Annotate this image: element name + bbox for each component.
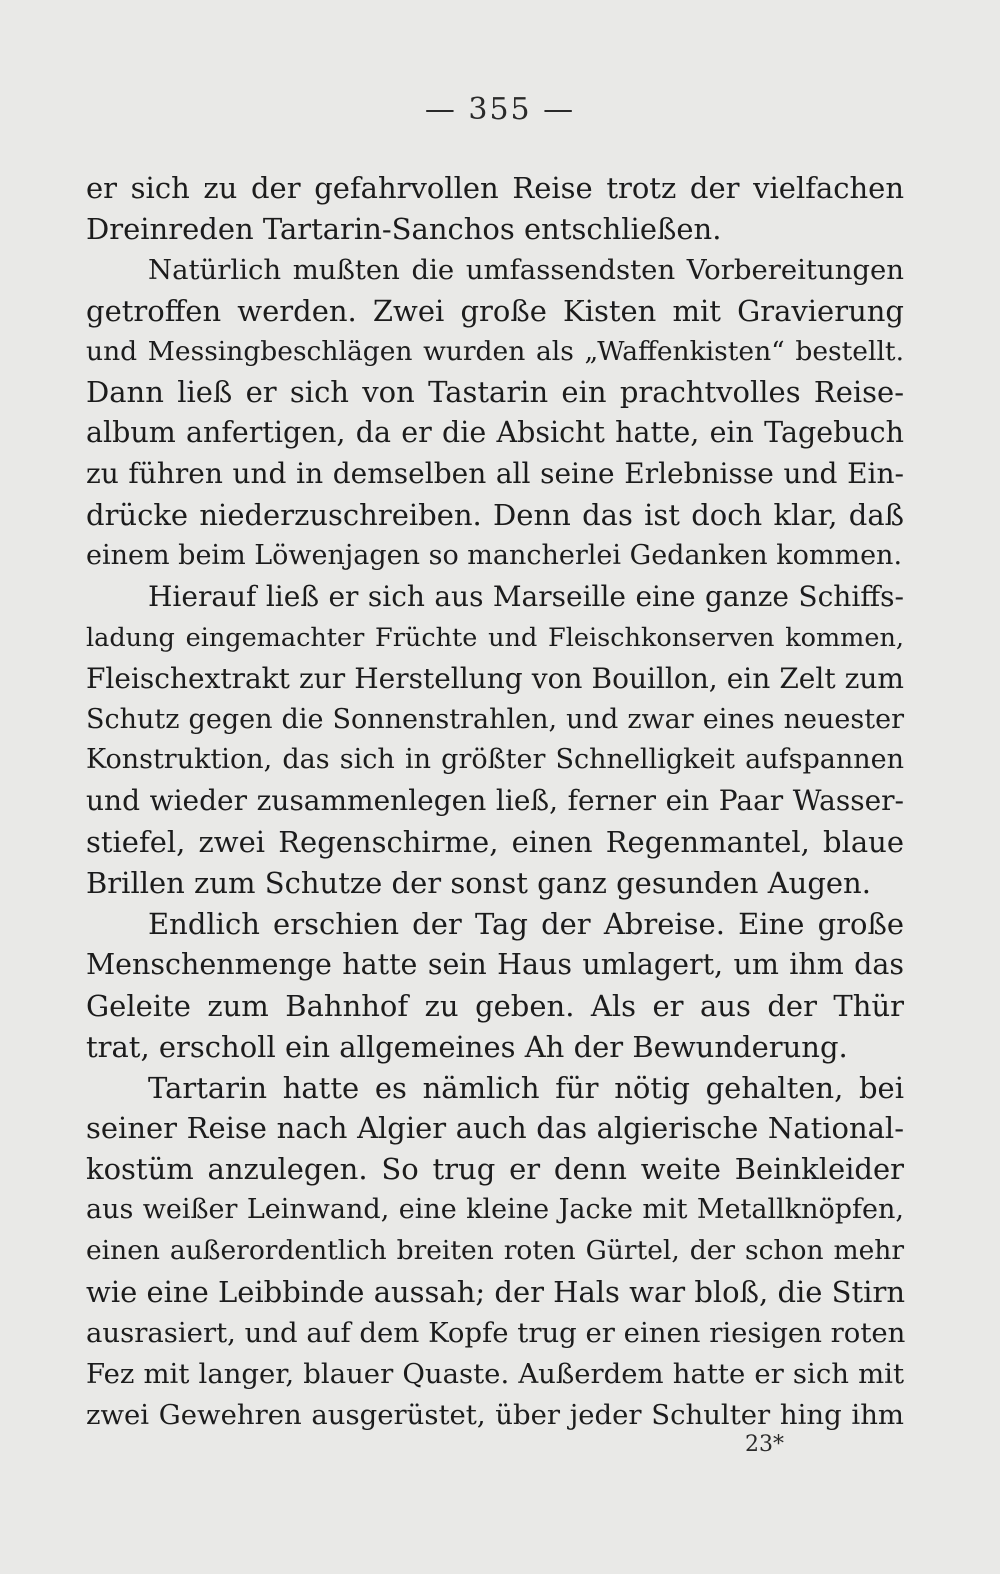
text-line: Konstruktion, das sich in größter Schnelligkeit aufspannen (86, 744, 904, 776)
page-number-header: — 355 — (424, 92, 576, 127)
text-line: Geleite zum Bahnhof zu geben. Als er aus der Thür (86, 988, 904, 1023)
text-line: und wieder zusammenlegen ließ, ferner ein Paar Wasser- (86, 784, 904, 818)
text-line: getroffen werden. Zwei große Kisten mit Gravierung (86, 293, 904, 328)
text-line: Hierauf ließ er sich aus Marseille eine ganze Schiffs- (148, 579, 904, 613)
text-line: drücke niederzuschreiben. Denn das ist doch klar, daß (86, 498, 904, 533)
text-line: Dann ließ er sich von Tastarin ein prachtvolles Reise- (86, 375, 904, 410)
text-line: album anfertigen, da er die Absicht hatte, ein Tagebuch (86, 416, 904, 450)
text-line: Fez mit langer, blauer Quaste. Außerdem hatte er sich mit (86, 1357, 904, 1390)
text-line: einem beim Löwenjagen so mancherlei Gedanken kommen. (86, 540, 903, 572)
text-line: und Messingbeschlägen wurden als „Waffenkisten“ bestellt. (86, 335, 904, 367)
text-line: stiefel, zwei Regenschirme, einen Regenmantel, blaue (86, 825, 904, 860)
text-line: Brillen zum Schutze der sonst ganz gesunden Augen. (86, 866, 871, 901)
text-line: seiner Reise nach Algier auch das algierische National- (86, 1111, 904, 1146)
text-line: trat, erscholl ein allgemeines Ah der Bewunderung. (86, 1029, 848, 1064)
text-line: zwei Gewehren ausgerüstet, über jeder Schulter hing ihm (86, 1398, 904, 1431)
text-line: er sich zu der gefahrvollen Reise trotz der vielfachen (86, 171, 904, 205)
text-line: Menschenmenge hatte sein Haus umlagert, um ihm das (86, 947, 904, 981)
text-line: Fleischextrakt zur Herstellung von Bouillon, ein Zelt zum (86, 661, 904, 695)
text-line: zu führen und in demselben all seine Erlebnisse und Ein- (86, 457, 904, 491)
body-text (86, 168, 904, 1436)
text-line: Natürlich mußten die umfassendsten Vorbereitungen (148, 253, 904, 286)
text-line: Tartarin hatte es nämlich für nötig gehalten, bei (148, 1070, 904, 1105)
text-line: wie eine Leibbinde aussah; der Hals war bloß, die Stirn (86, 1275, 905, 1310)
text-line: kostüm anzulegen. So trug er denn weite Beinkleider (86, 1152, 904, 1187)
text-line: aus weißer Leinwand, eine kleine Jacke mit Metallknöpfen, (86, 1194, 904, 1226)
text-line: ladung eingemachter Früchte und Fleischkonserven kommen, (86, 622, 904, 653)
signature-mark: 23* (745, 1432, 784, 1457)
text-line: Schutz gegen die Sonnenstrahlen, und zwar eines neuester (86, 703, 904, 735)
text-line: ausrasiert, und auf dem Kopfe trug er einen riesigen roten (86, 1316, 906, 1349)
text-line: einen außerordentlich breiten roten Gürtel, der schon mehr (86, 1235, 904, 1267)
text-line: Endlich erschien der Tag der Abreise. Eine große (148, 907, 904, 942)
text-line: Dreinreden Tartarin-Sanchos entschließen. (86, 211, 722, 246)
